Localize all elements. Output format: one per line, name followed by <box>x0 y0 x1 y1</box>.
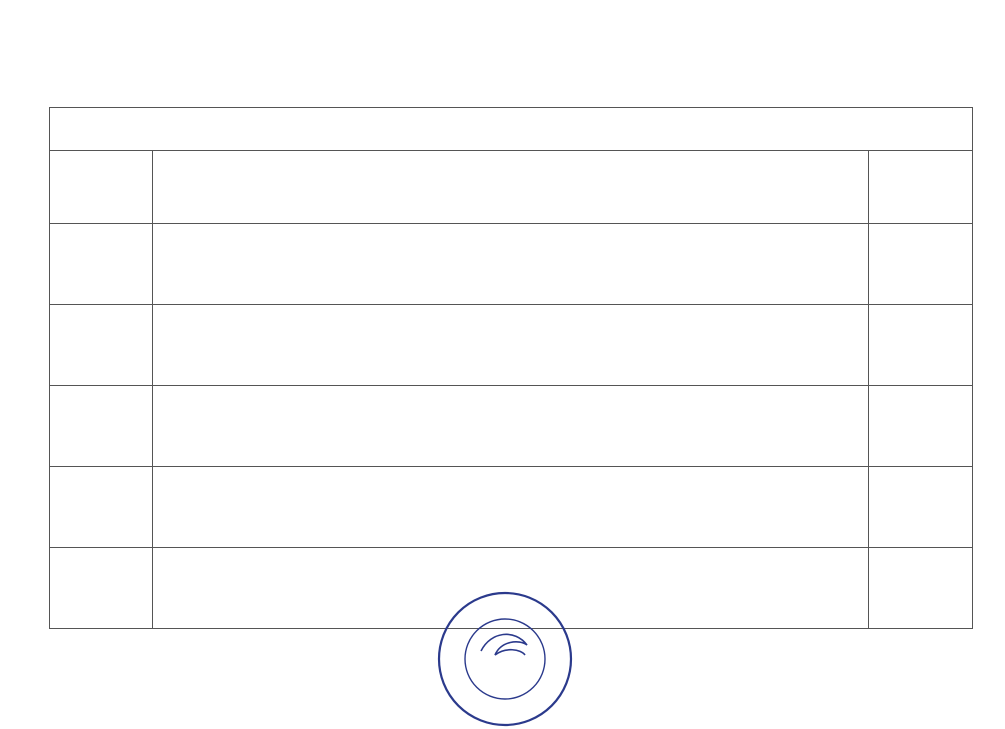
column-header-tariff <box>869 151 973 224</box>
column-header-row <box>50 151 973 224</box>
seal-outer-ring <box>439 593 571 725</box>
item-tariff-cell <box>869 386 973 467</box>
item-number-cell <box>50 548 153 629</box>
item-particulars-cell <box>153 305 869 386</box>
item-number-cell <box>50 467 153 548</box>
item-tariff-cell <box>869 224 973 305</box>
section-header <box>50 108 973 151</box>
item-particulars-cell <box>153 224 869 305</box>
table-row <box>50 305 973 386</box>
item-number-cell <box>50 224 153 305</box>
item-number-cell <box>50 386 153 467</box>
column-header-particulars <box>153 151 869 224</box>
item-tariff-cell <box>869 548 973 629</box>
signature-scribble <box>481 634 527 655</box>
column-header-variety <box>50 151 153 224</box>
item-tariff-cell <box>869 305 973 386</box>
table-row <box>50 467 973 548</box>
item-tariff-cell <box>869 467 973 548</box>
item-particulars-cell <box>153 386 869 467</box>
item-particulars-cell <box>153 467 869 548</box>
menu-table <box>49 107 973 629</box>
society-seal-stamp <box>435 589 575 729</box>
section-header-row <box>50 108 973 151</box>
item-number-cell <box>50 305 153 386</box>
seal-inner-ring <box>465 619 545 699</box>
table-row <box>50 386 973 467</box>
table-row <box>50 224 973 305</box>
